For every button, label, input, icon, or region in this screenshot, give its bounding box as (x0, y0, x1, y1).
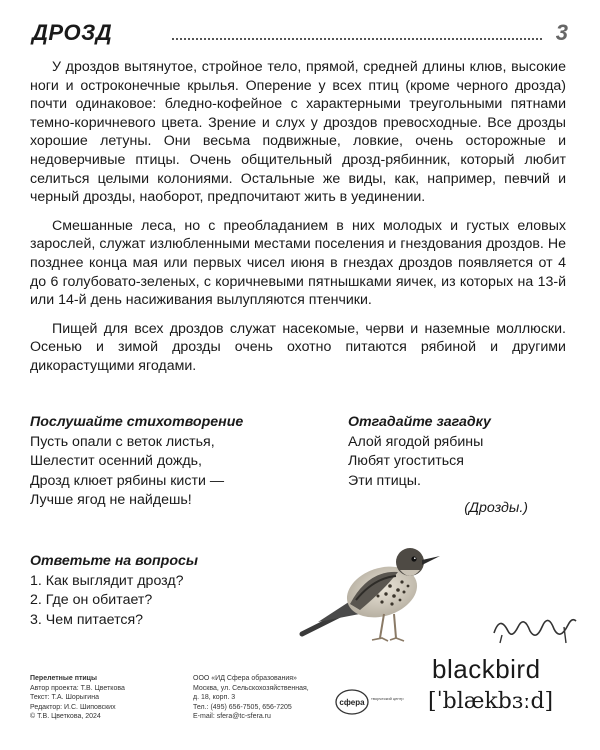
poem-line: Шелестит осенний дождь, (30, 453, 202, 469)
riddle-line: Эти птицы. (348, 472, 421, 489)
english-word: blackbird (432, 654, 541, 684)
question-item: 2. Где он обитает? (30, 592, 153, 608)
question-item: 3. Чем питается? (30, 611, 144, 628)
article-body (30, 58, 566, 386)
publisher-line: E-mail: sfera@tc-sfera.ru (193, 713, 271, 720)
thrush-illustration (298, 530, 448, 650)
poem-heading: Послушайте стихотворение (30, 414, 244, 430)
publisher-line: Москва, ул. Сельскохозяйственная, (193, 684, 309, 692)
logo-text: сфера (339, 698, 365, 707)
page-number: 3 (555, 20, 568, 45)
publisher-line: д. 18, корп. 3 (193, 694, 236, 701)
publisher-line: ООО «ИД Сфера образования» (193, 675, 297, 682)
riddle-line: Алой ягодой рябины (348, 433, 484, 450)
poem-line: Пусть опали с веток листья, (30, 433, 215, 450)
paragraph-appearance: У дроздов вытянутое, стройное тело, прямой, средней длины клюв, высокие ноги и остроконечные крылья. Оперение у всех птиц (кроме черного дрозда) почти одинаковое: бледно-кофейное с характерными треугольными пятнами темно-коричневого цвета. Зрение и слух у дроздов превосходные. Все дрозды хорошие летуны. Они весьма подвижные, ловкие, очень осторожные и недоверчивые птицы. Очень общительный дрозд-рябинник, который любит селиться целыми колониями. Остальные же виды, как, например, певчий и черный дрозды, наоборот, предпочитают жить в уединении. (30, 59, 566, 206)
poem-line: Лучше ягод не найдешь! (30, 492, 192, 508)
dotted-leader (172, 38, 542, 40)
poem-section (30, 413, 330, 511)
handwritten-word-text: дрозд (494, 645, 498, 646)
question-item: 1. Как выглядит дрозд? (30, 572, 184, 589)
logo-subtext: творческий центр (371, 696, 404, 701)
page-title: ДРОЗД (32, 20, 113, 45)
series-title: Перелетные птицы (30, 675, 97, 682)
credit-line: Редактор: И.С. Шиповских (30, 703, 116, 711)
credit-line: Текст: Т.А. Шорыгина (30, 694, 99, 701)
questions-section (30, 552, 290, 630)
riddle-line: Любят угоститься (348, 453, 464, 469)
poem-line: Дрозд клюет рябины кисти — (30, 472, 225, 489)
riddle-section (348, 413, 568, 519)
riddle-heading: Отгадайте загадку (348, 414, 491, 430)
questions-heading: Ответьте на вопросы (30, 553, 198, 569)
publisher-line: Тел.: (495) 656-7505, 656-7205 (193, 703, 292, 711)
footer-credits (30, 674, 180, 722)
handwritten-word (490, 605, 580, 647)
transcription: [ˈblækbɜːd] (428, 689, 554, 714)
footer-publisher (193, 674, 323, 722)
riddle-answer: (Дрозды.) (464, 500, 528, 516)
paragraph-habitat: Смешанные леса, но с преобладанием в них молодых и густых еловых зарослей, служат излюбленными местами поселения и гнездования дроздов. Не позднее конца мая или первых чисел июня в гнездах дроздов появляется от 4 до 6 голубовато-зеленых, с коричневыми пятнышками яичек, из которых на 13-й или 14-й день насиживания вылупляются птенчики. (30, 217, 566, 309)
page-header (32, 16, 572, 52)
paragraph-diet: Пищей для всех дроздов служат насекомые, черви и наземные моллюски. Осенью и зимой дрозды очень охотно питаются рябиной и другими дикорастущими ягодами. (30, 320, 566, 374)
sfera-logo (334, 688, 404, 716)
credit-line: © Т.В. Цветкова, 2024 (30, 713, 101, 720)
credit-line: Автор проекта: Т.В. Цветкова (30, 684, 125, 692)
